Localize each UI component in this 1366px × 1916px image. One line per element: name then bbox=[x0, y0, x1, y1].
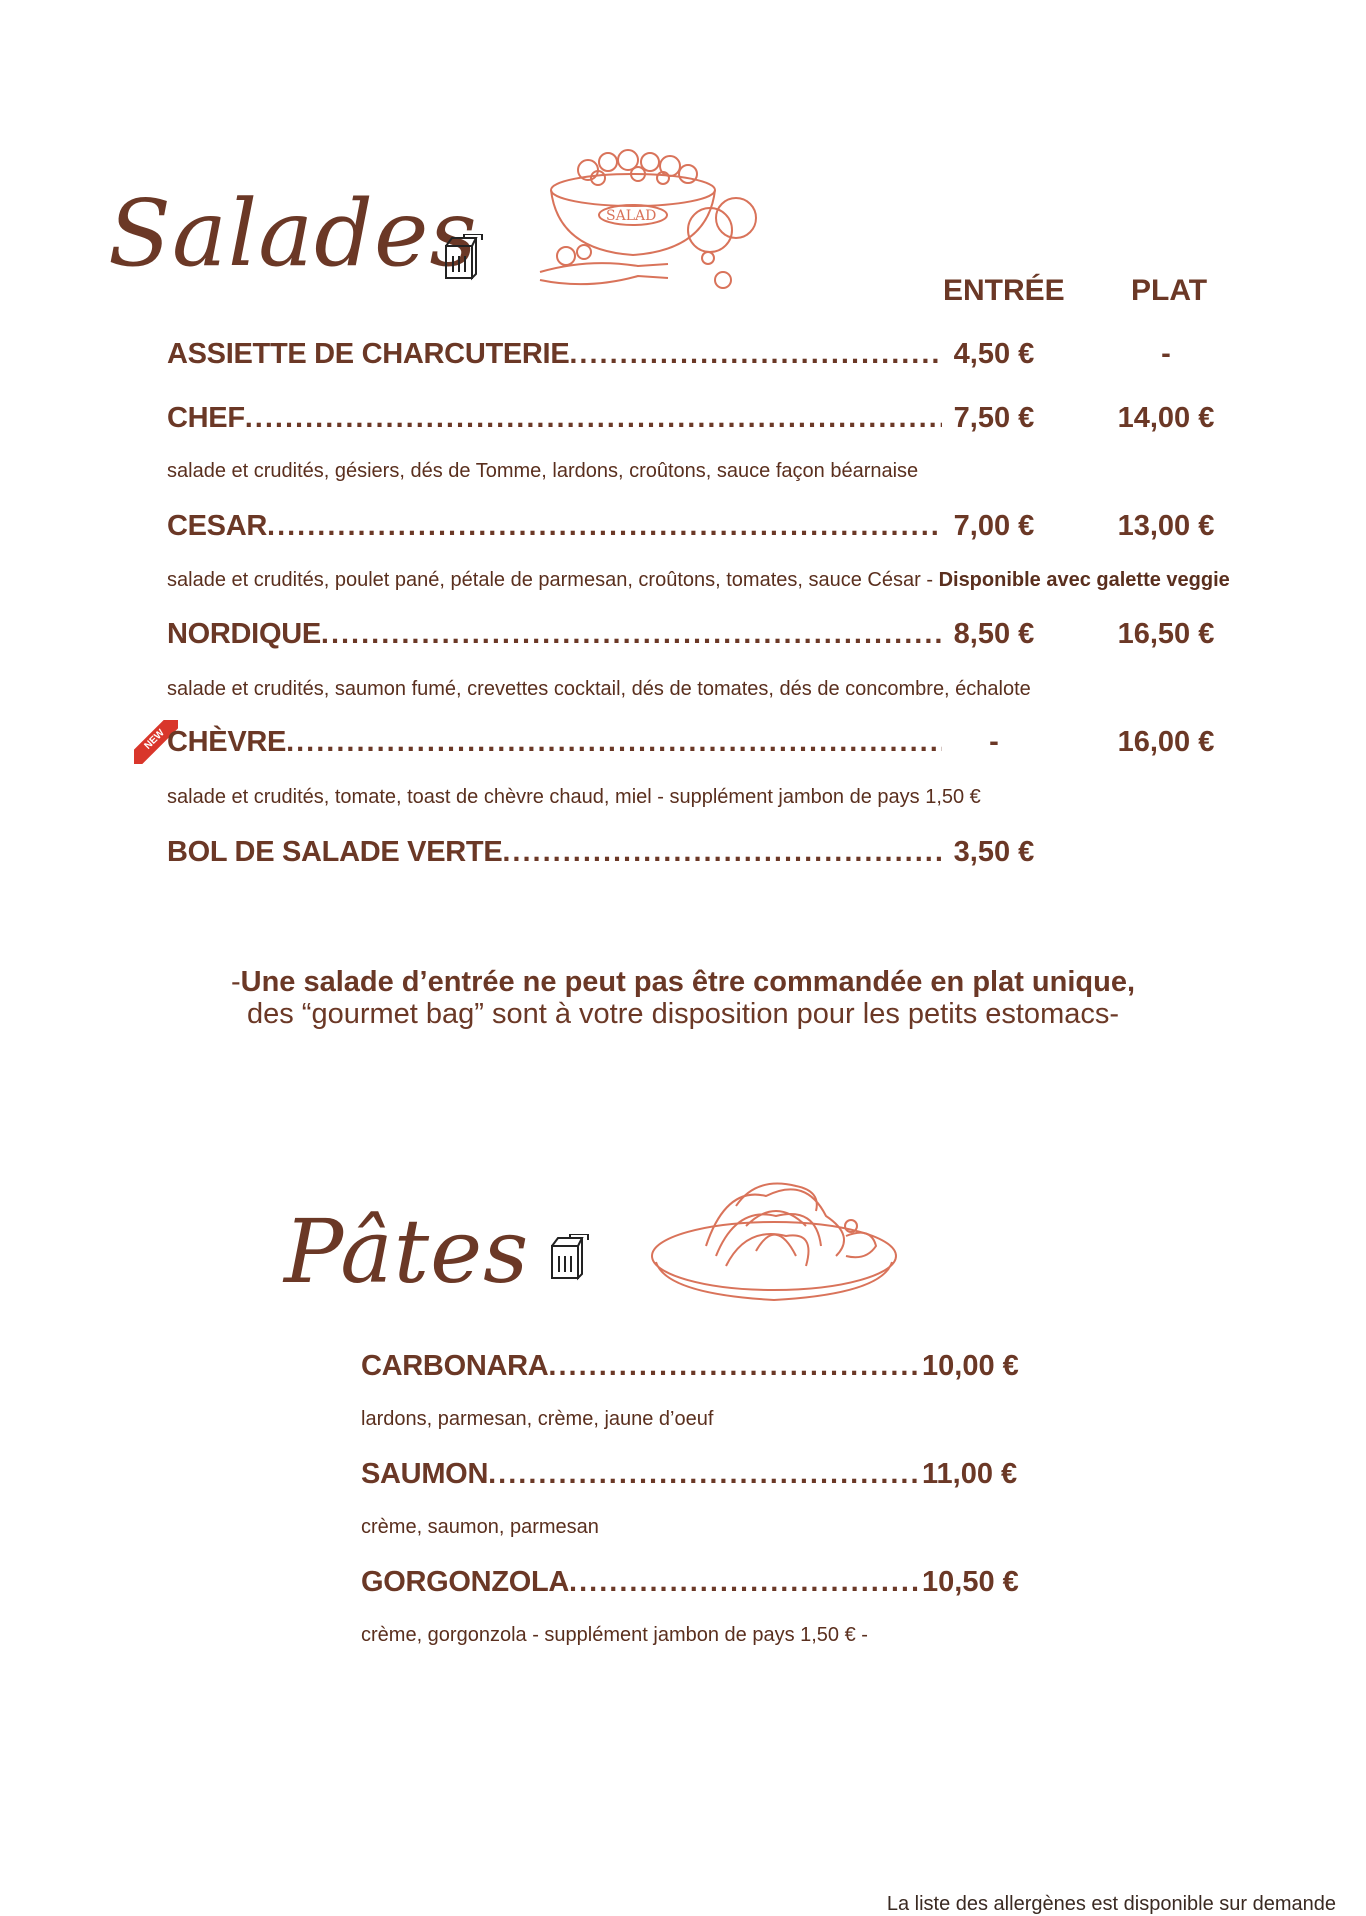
pates-title: Pâtes bbox=[284, 1200, 530, 1303]
salades-title: Salades bbox=[108, 180, 478, 287]
item-price-plat: 14,00 € bbox=[1117, 402, 1215, 434]
item-description-veggie-note: Disponible avec galette veggie bbox=[938, 569, 1230, 591]
item-name: CARBONARA bbox=[361, 1350, 549, 1382]
item-price-plat: 16,00 € bbox=[1117, 726, 1215, 758]
new-badge-label: NEW bbox=[134, 720, 178, 764]
menu-item-chevre bbox=[167, 726, 942, 759]
menu-item-chef bbox=[167, 402, 942, 435]
item-price-plat: 13,00 € bbox=[1117, 510, 1215, 542]
item-price-entree: 7,00 € bbox=[953, 510, 1035, 542]
salades-note bbox=[0, 966, 1366, 999]
item-name: CHEF bbox=[167, 402, 245, 434]
item-name: GORGONZOLA bbox=[361, 1566, 570, 1598]
item-description: salade et crudités, saumon fumé, crevettes cocktail, dés de tomates, dés de concombre, échalote bbox=[167, 678, 1031, 700]
item-description: salade et crudités, gésiers, dés de Tomme, lardons, croûtons, sauce façon béarnaise bbox=[167, 460, 919, 482]
item-description: salade et crudités, tomate, toast de chèvre chaud, miel - supplément jambon de pays 1,50 € bbox=[167, 786, 981, 808]
note-bold-line: Une salade d’entrée ne peut pas être commandée en plat unique, bbox=[240, 966, 1136, 998]
item-name: SAUMON bbox=[361, 1458, 489, 1490]
item-name: CHÈVRE bbox=[167, 726, 287, 758]
menu-item-nordique bbox=[167, 618, 942, 651]
item-description bbox=[167, 569, 1230, 592]
note-prefix: - bbox=[230, 966, 241, 998]
menu-item-assiette-charcuterie bbox=[167, 338, 942, 371]
gourmet-bag-icon bbox=[442, 234, 488, 282]
item-price-entree: - bbox=[989, 726, 999, 758]
salades-note-line2: des “gourmet bag” sont à votre disposition pour les petits estomacs- bbox=[246, 998, 1120, 1030]
item-description: lardons, parmesan, crème, jaune d’oeuf bbox=[361, 1408, 714, 1430]
allergen-footer: La liste des allergènes est disponible sur demande bbox=[886, 1893, 1336, 1915]
svg-text:SALAD: SALAD bbox=[606, 208, 657, 224]
menu-item-saumon bbox=[361, 1458, 921, 1491]
item-price-plat: - bbox=[1161, 338, 1171, 370]
menu-item-bol-salade-verte bbox=[167, 836, 942, 869]
item-price-entree: 4,50 € bbox=[953, 338, 1035, 370]
item-name: CESAR bbox=[167, 510, 268, 542]
item-price-entree: 3,50 € bbox=[953, 836, 1035, 868]
item-description-text: salade et crudités, poulet pané, pétale de parmesan, croûtons, tomates, sauce César - bbox=[167, 569, 939, 591]
menu-item-carbonara bbox=[361, 1350, 921, 1383]
item-price: 10,50 € bbox=[922, 1566, 1019, 1598]
item-price: 11,00 € bbox=[922, 1458, 1018, 1490]
item-name: NORDIQUE bbox=[167, 618, 321, 650]
item-name: ASSIETTE DE CHARCUTERIE bbox=[167, 338, 570, 370]
menu-item-gorgonzola bbox=[361, 1566, 921, 1599]
menu-item-cesar bbox=[167, 510, 942, 543]
column-header-plat: PLAT bbox=[1131, 274, 1208, 307]
item-price-entree: 8,50 € bbox=[953, 618, 1035, 650]
item-description: crème, gorgonzola - supplément jambon de pays 1,50 € - bbox=[361, 1624, 868, 1646]
column-header-entree: ENTRÉE bbox=[943, 274, 1065, 307]
item-price-plat: 16,50 € bbox=[1117, 618, 1215, 650]
item-description: crème, saumon, parmesan bbox=[361, 1516, 599, 1538]
item-price: 10,00 € bbox=[922, 1350, 1019, 1382]
item-name: BOL DE SALADE VERTE bbox=[167, 836, 503, 868]
pasta-plate-illustration bbox=[646, 1166, 902, 1306]
item-price-entree: 7,50 € bbox=[953, 402, 1035, 434]
salad-bowl-illustration bbox=[528, 140, 768, 300]
gourmet-bag-icon bbox=[548, 1234, 594, 1282]
